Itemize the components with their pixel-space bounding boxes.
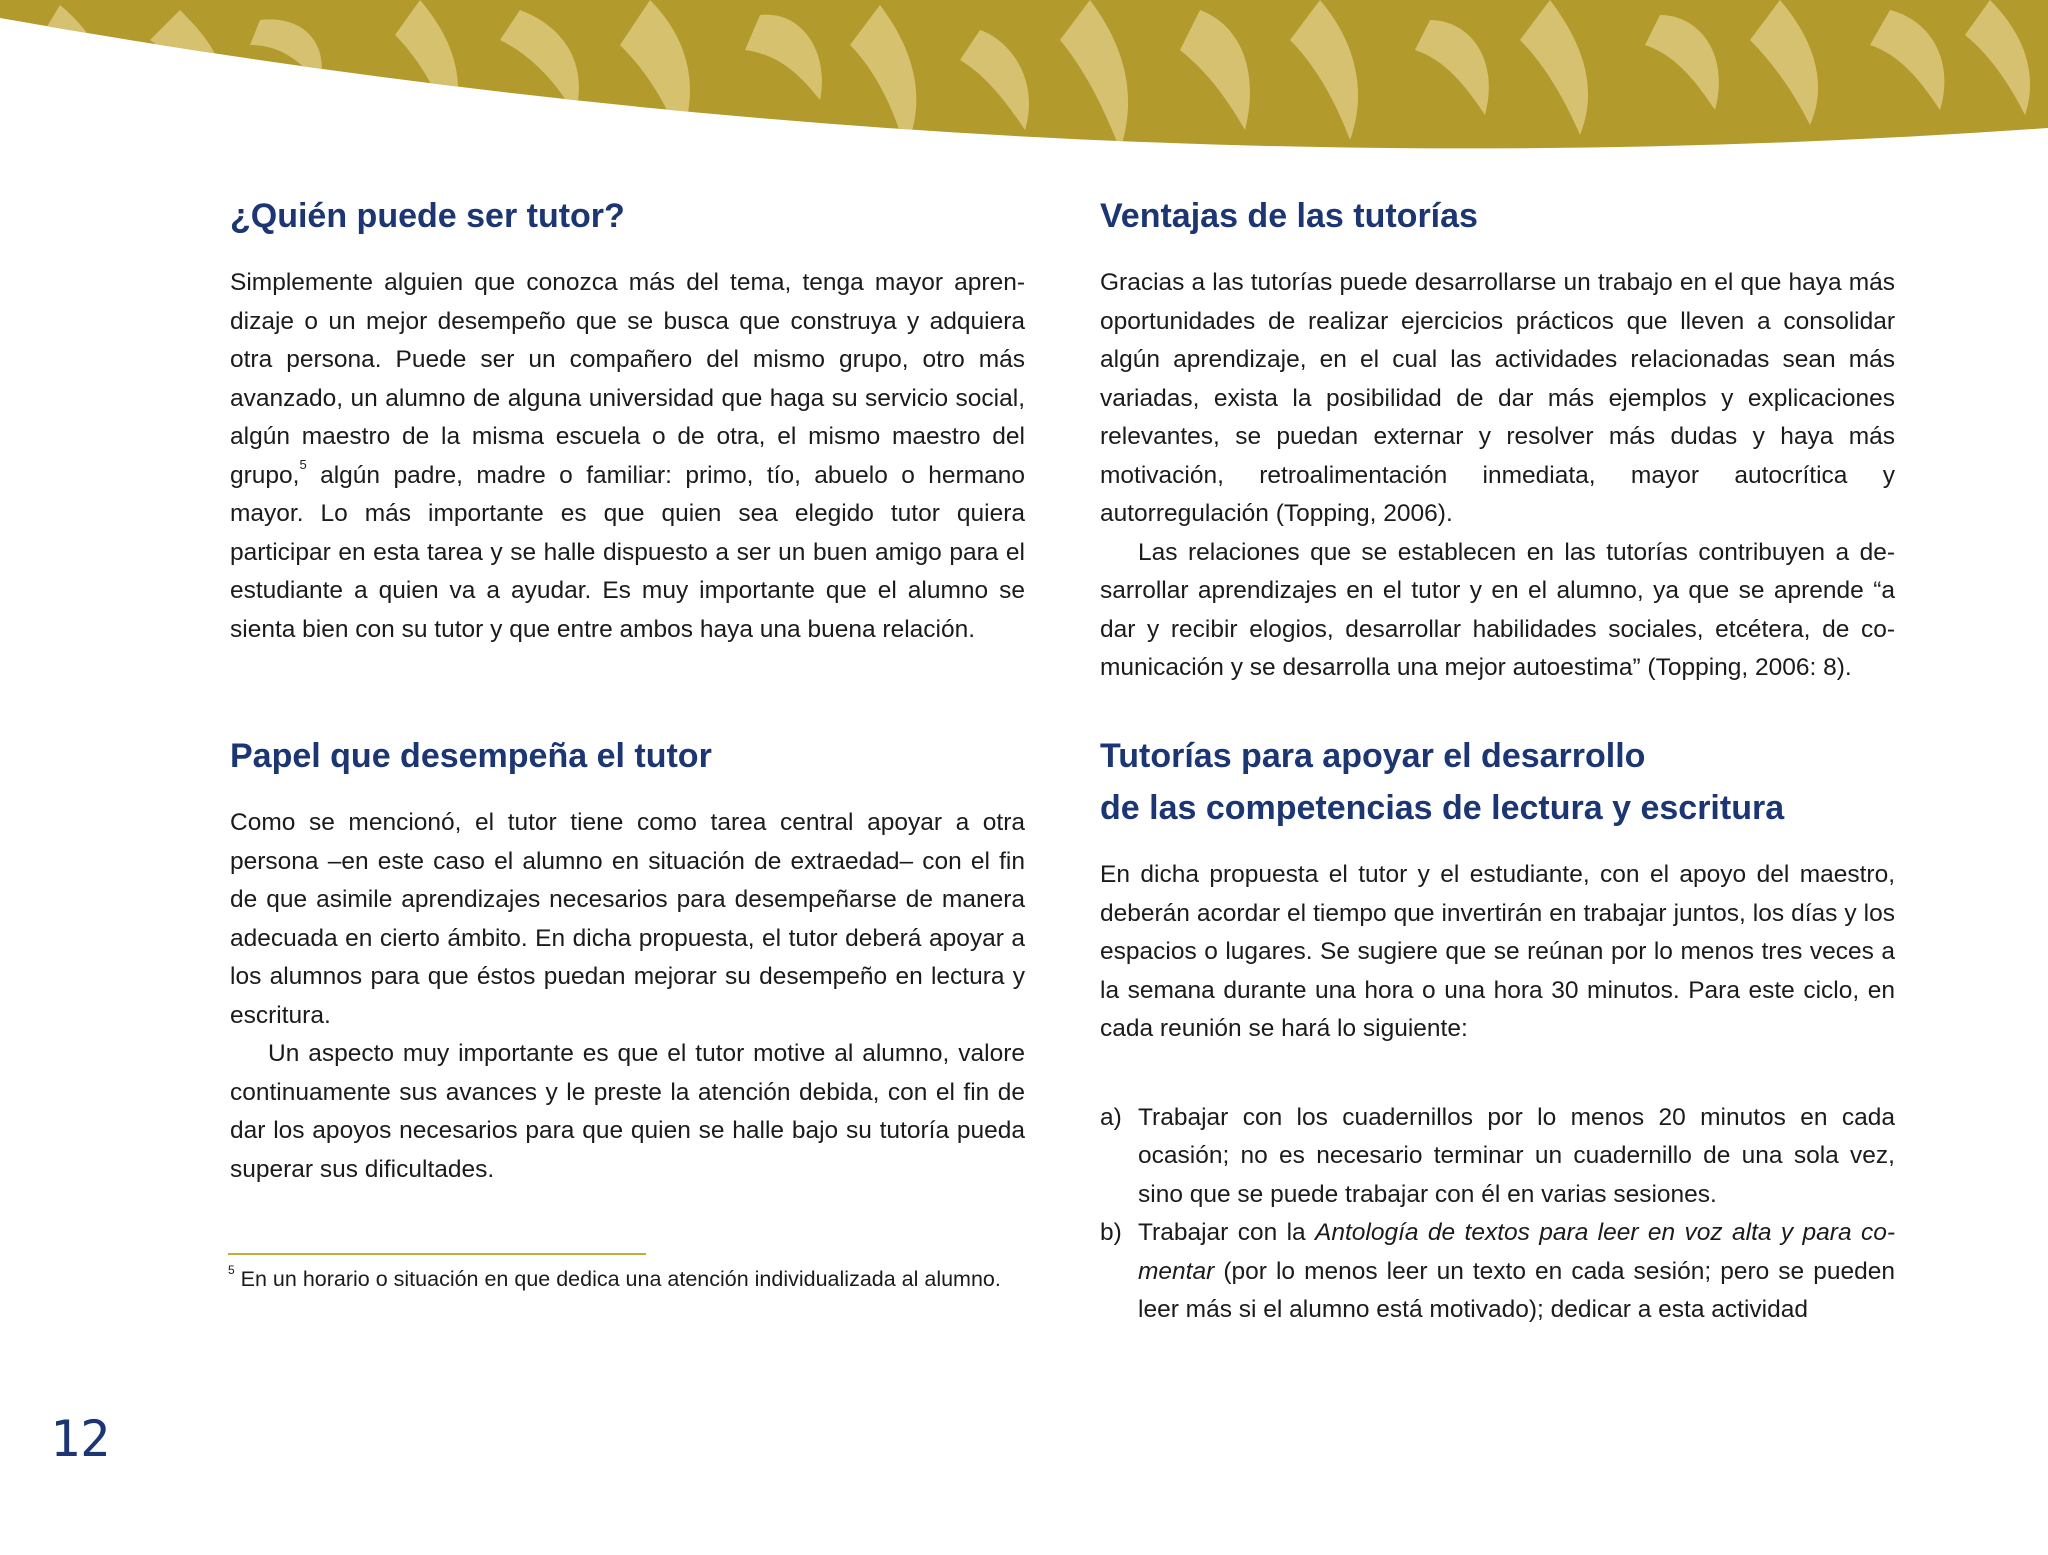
decorative-banner <box>0 0 2048 170</box>
list-item-text: (por lo menos leer un texto en cada sesión; pero se pueden leer más si el alumno está motivado); dedicar a esta actividad <box>1138 1257 1895 1323</box>
paragraph-text: Simplemente alguien que conozca más del tema, tenga mayor aprendizaje o un mejor desempeño que se busca que construya y adquiera otra persona. Puede ser un compañero del mismo grupo, otro más avanzado, un alumno de alguna universidad que haga su servicio social, algún maestro de la misma escuela o de otra, el mismo maestro del grupo, <box>230 269 1025 489</box>
section-heading: ¿Quién puede ser tutor? <box>230 197 625 235</box>
footnote-number: 5 <box>228 1263 235 1277</box>
list-marker: b) <box>1100 1219 1122 1246</box>
list-item <box>1100 1099 1895 1215</box>
section-advantages <box>1100 190 1895 688</box>
section-tutor-role <box>230 730 1025 1189</box>
section-reading-writing-tutoring <box>1100 730 1895 1330</box>
book-title: Antología de textos para leer en voz alta y para comentar <box>1138 1219 1895 1285</box>
page-number: 12 <box>50 1410 111 1468</box>
paragraph <box>230 264 1025 649</box>
paragraph: Gracias a las tutorías puede desarrollarse un trabajo en el que haya más oportunidades de realizar ejercicios prácticos que lleven a consolidar algún aprendizaje, en el cual las actividades relacionadas sean más variadas, exista la posibilidad de dar más ejemplos y explicaciones relevantes, se puedan externar y resolver más dudas y haya más motivación, retroalimentación inmediata, mayor autocrítica y autorregulación (Topping, 2006). <box>1100 269 1895 527</box>
list-marker: a) <box>1100 1103 1122 1131</box>
section-heading: Papel que desempeña el tutor <box>230 737 712 775</box>
section-heading: Ventajas de las tutorías <box>1100 197 1478 235</box>
heading-line: de las competencias de lectura y escritura <box>1100 789 1785 827</box>
activity-list <box>1100 1099 1895 1330</box>
footnote-divider <box>228 1253 646 1255</box>
list-item-text: Trabajar con los cuadernillos por lo menos 20 minutos en cada ocasión; no es necesario terminar un cuadernillo de una sola vez, sino que se puede trabajar con él en varias sesiones. <box>1138 1103 1895 1208</box>
paragraph-text: algún padre, madre o familiar: primo, tío, abuelo o hermano mayor. Lo más importante es que quien sea elegido tutor quiera participar en esta tarea y se halle dispuesto a ser un buen amigo para el estudiante a quien va a ayudar. Es muy importante que el alumno se sienta bien con su tutor y que entre ambos haya una buena relación. <box>230 461 1025 643</box>
footnote <box>228 1262 1025 1297</box>
section-who-can-be-tutor <box>230 190 1025 649</box>
paragraph: Como se mencionó, el tutor tiene como tarea central apoyar a otra persona –en este caso el alumno en situación de extraedad– con el fin de que asimile aprendizajes necesarios para desempeñarse de manera adecuada en cierto ámbito. En dicha propuesta, el tutor deberá apoyar a los alumnos para que éstos puedan mejorar su desempeño en lectura y escritura. <box>230 809 1025 1029</box>
heading-line: Tutorías para apoyar el desarrollo <box>1100 737 1646 775</box>
paragraph: Un aspecto muy importante es que el tutor motive al alumno, valore continuamente sus avances y le preste la atención debida, con el fin de dar los apoyos necesarios para que quien se halle bajo su tutoría pueda superar sus dificultades. <box>230 1040 1025 1183</box>
footnote-text: En un horario o situación en que dedica una atención individualizada al alumno. <box>234 1267 1001 1291</box>
paragraph: Las relaciones que se establecen en las tutorías contribuyen a desarrollar aprendizajes en el tutor y en el alumno, ya que se aprende “a dar y recibir elogios, desarrollar habilidades sociales, etcétera, de comunicación y se desarrolla una mejor autoestima” (Topping, 2006: 8). <box>1100 538 1895 681</box>
list-item-text: Trabajar con la <box>1138 1219 1316 1246</box>
footnote-reference[interactable]: 5 <box>299 456 307 472</box>
list-item <box>1100 1214 1895 1330</box>
section-heading <box>1100 730 1895 834</box>
paragraph: En dicha propuesta el tutor y el estudiante, con el apoyo del maestro, deberán acordar el tiempo que invertirán en trabajar juntos, los días y los espacios o lugares. Se sugiere que se reúnan por lo menos tres veces a la semana durante una hora o una hora 30 minutos. Para este ciclo, en cada reunión se hará lo siguiente: <box>1100 861 1895 1042</box>
